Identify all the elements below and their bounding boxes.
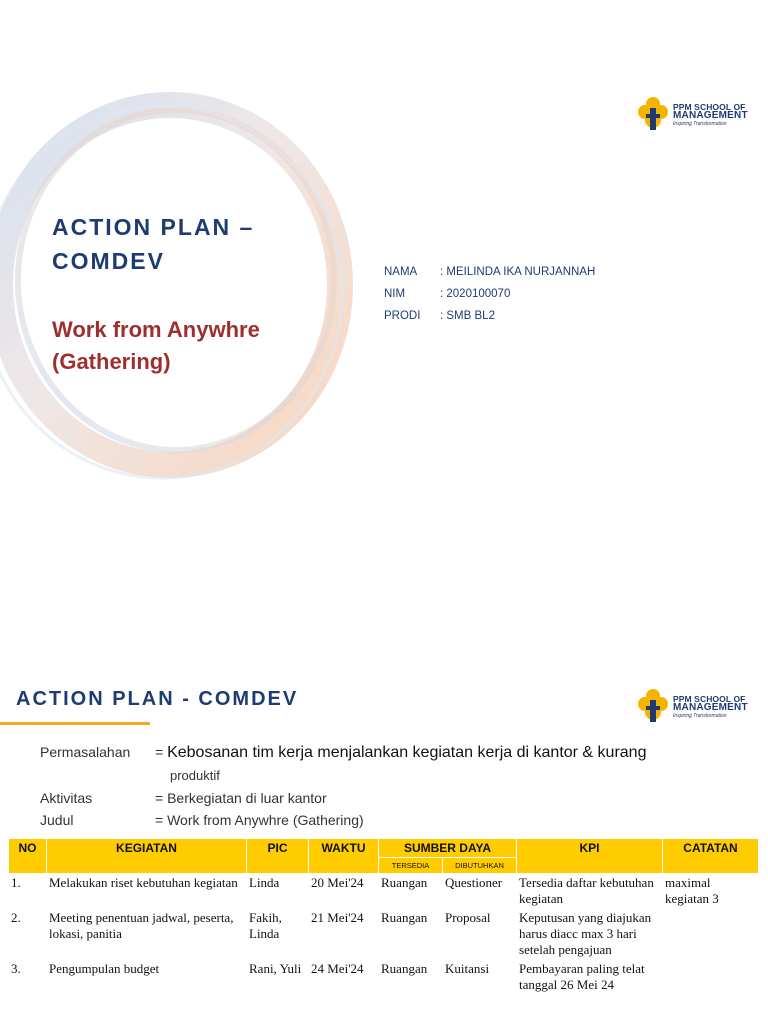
info-key: PRODI xyxy=(384,310,421,322)
cell-catatan xyxy=(663,909,759,960)
ppm-logo xyxy=(636,688,748,726)
cell-tersedia: Ruangan xyxy=(379,909,443,960)
cell-no: 3. xyxy=(9,960,47,995)
slide-subtitle xyxy=(52,314,332,378)
header-pic: PIC xyxy=(247,839,309,874)
permasalahan-eq: = xyxy=(155,744,168,760)
cell-catatan xyxy=(663,960,759,995)
cell-dibutuhkan: Questioner xyxy=(443,874,517,909)
aktivitas-value: = Berkegiatan di luar kantor xyxy=(155,790,327,806)
cell-waktu: 21 Mei'24 xyxy=(309,909,379,960)
cell-no: 1. xyxy=(9,874,47,909)
action-plan-title: ACTION PLAN - COMDEV xyxy=(16,688,299,710)
table-row xyxy=(9,960,759,995)
header-no: NO xyxy=(9,839,47,874)
permasalahan-row xyxy=(40,744,646,762)
ppm-logo xyxy=(636,96,748,134)
logo-tagline: Inspiring Transformation xyxy=(673,713,727,720)
cell-pic: Linda xyxy=(247,874,309,909)
judul-value: = Work from Anywhre (Gathering) xyxy=(155,812,364,828)
header-tersedia: TERSEDIA xyxy=(379,858,443,874)
subtitle-line2: (Gathering) xyxy=(52,349,171,374)
logo-line1: PPM SCHOOL OF xyxy=(673,101,746,112)
logo-line2: MANAGEMENT xyxy=(673,110,748,122)
header-sumber-daya: SUMBER DAYA xyxy=(379,839,517,858)
cell-kpi: Tersedia daftar kebutuhan kegiatan xyxy=(517,874,663,909)
header-dibutuhkan: DIBUTUHKAN xyxy=(443,858,517,874)
header-kegiatan: KEGIATAN xyxy=(47,839,247,874)
ppm-logo-icon xyxy=(636,688,670,726)
cell-catatan: maximal kegiatan 3 xyxy=(663,874,759,909)
title-line1: ACTION PLAN – xyxy=(52,214,255,240)
action-plan-slide xyxy=(0,670,768,1024)
header-kpi: KPI xyxy=(517,839,663,874)
cell-dibutuhkan: Proposal xyxy=(443,909,517,960)
ppm-logo-icon xyxy=(636,96,670,134)
slide-title xyxy=(52,210,332,278)
decorative-ring xyxy=(0,80,360,490)
info-key: NAMA xyxy=(384,266,418,278)
cell-pic: Fakih, Linda xyxy=(247,909,309,960)
cell-kegiatan: Melakukan riset kebutuhan kegiatan xyxy=(47,874,247,909)
cell-no: 2. xyxy=(9,909,47,960)
table-row xyxy=(9,874,759,909)
cell-waktu: 24 Mei'24 xyxy=(309,960,379,995)
logo-tagline: Inspiring Transformation xyxy=(673,121,727,128)
header-catatan: CATATAN xyxy=(663,839,759,874)
info-row-nim xyxy=(384,288,595,310)
cell-kegiatan: Pengumpulan budget xyxy=(47,960,247,995)
header-waktu: WAKTU xyxy=(309,839,379,874)
cell-kpi: Pembayaran paling telat tanggal 26 Mei 24 xyxy=(517,960,663,995)
cell-tersedia: Ruangan xyxy=(379,874,443,909)
logo-line1: PPM SCHOOL OF xyxy=(673,693,746,704)
cell-kpi: Keputusan yang diajukan harus diacc max 3 hari setelah pengajuan xyxy=(517,909,663,960)
permasalahan-value: Kebosanan tim kerja menjalankan kegiatan kerja di kantor & kurang xyxy=(167,744,647,761)
title-line2: COMDEV xyxy=(52,248,165,274)
info-value: : SMB BL2 xyxy=(440,310,495,322)
judul-label: Judul xyxy=(40,812,74,828)
cell-kegiatan: Meeting penentuan jadwal, peserta, lokasi, panitia xyxy=(47,909,247,960)
permasalahan-label: Permasalahan xyxy=(40,744,131,760)
info-row-nama xyxy=(384,266,595,288)
info-row-prodi xyxy=(384,310,595,332)
cell-waktu: 20 Mei'24 xyxy=(309,874,379,909)
cell-dibutuhkan: Kuitansi xyxy=(443,960,517,995)
title-slide xyxy=(0,80,768,490)
info-value: : 2020100070 xyxy=(440,288,511,300)
aktivitas-row xyxy=(40,790,327,806)
judul-row xyxy=(40,812,364,828)
title-underline xyxy=(0,722,150,725)
student-info xyxy=(384,266,595,332)
logo-line2: MANAGEMENT xyxy=(673,702,748,714)
subtitle-line1: Work from Anywhre xyxy=(52,317,260,342)
info-key: NIM xyxy=(384,288,406,300)
cell-tersedia: Ruangan xyxy=(379,960,443,995)
table-row xyxy=(9,909,759,960)
info-value: : MEILINDA IKA NURJANNAH xyxy=(440,266,596,278)
cell-pic: Rani, Yuli xyxy=(247,960,309,995)
action-plan-table xyxy=(8,838,759,995)
aktivitas-label: Aktivitas xyxy=(40,790,93,806)
permasalahan-cont: produktif xyxy=(170,768,220,783)
